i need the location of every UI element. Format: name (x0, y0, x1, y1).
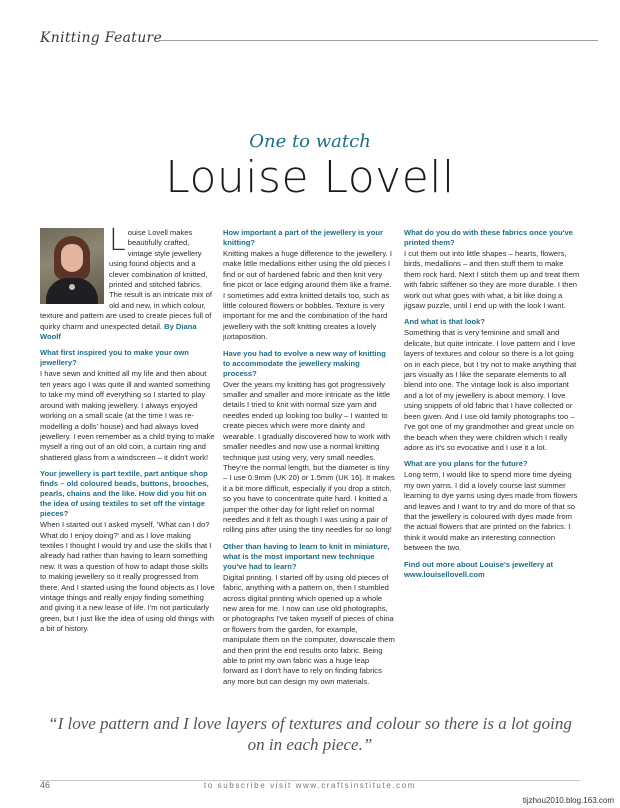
question-heading: What first inspired you to make your own jewellery? (40, 348, 189, 368)
portrait-photo (40, 228, 104, 304)
intro-text: ouise Lovell makes beautifully crafted, vintage style jewellery using found objects and a clever combination of knitted, printed and stitched fabrics. The result is an intricate mix of old and new, in which colour, texture and pattern are used to create pieces full of quirky charm and unexpected detail. (40, 228, 212, 331)
subscribe-line: to subscribe visit www.craftsinstitute.com (203, 781, 417, 790)
find-out-more (404, 560, 580, 580)
answer-paragraph: When I started out I asked myself, 'What can I do? What do I enjoy doing?' and as I love making textiles I thought I would try and use the skills that I already had rather than having to learn something new. It was a question of how to adapt those skills to making jewellery so it really progressed from there. And I started using the found objects as I love vintage things and really enjoy finding something and giving it a new lease of life. I'm not particularly green, but I just like the idea of using old things with a bit of history. (40, 520, 215, 634)
page-number: 46 (40, 780, 51, 790)
answer-paragraph: I have sewn and knitted all my life and then about ten years ago I was quite ill and wanted something to take my mind off everything so I started to play around with making jewellery. I always enjoyed working on a small scale (at the time I was re-modelling a dolls' house) and had always loved jewellery. I even remember as a child trying to make myself a ring out of an old coin, a curtain ring and shattered glass from a windscreen – it didn't work! (40, 369, 215, 462)
answer-paragraph: Long term, I would like to spend more time dyeing my own yarns. I did a lovely course last summer learning to dye yarns using dyes made from flowers and leaves and I want to try and do more of that so that the jewellery is coloured with dyes made from the actual flowers that are printed on the fabrics. I think it would make an interesting connection between the two. (404, 470, 578, 553)
blog-watermark: tijzhou2010.blog.163.com (522, 796, 614, 805)
column-3 (404, 228, 580, 581)
answer-paragraph: Digital printing. I started off by using old pieces of fabric, anything with a pattern on, then I stumbled across digital printing which opened up a whole new area for me. I now can use old photographs, or photographs I've taken myself of pieces of china or flowers from the garden, for example, manipulate them on the computer, downscale them and then print the end results onto fabric. Being able to print my own fabric was a huge leap forward as I don't have to rely on finding fabrics any more but can design my own materials. (223, 572, 395, 686)
column-2 (223, 228, 395, 693)
question-heading: Your jewellery is part textile, part antique shop finds – old coloured beads, buttons, brooches, pearls, chains and the like. How did you hit on the idea of using textiles to set off the vintage pieces? (40, 469, 209, 519)
intro-paragraph (40, 223, 215, 342)
header-rule (160, 40, 598, 41)
answer-paragraph: Over the years my knitting has got progressively smaller and smaller and more intricate as the little details I tried to knit with normal size yarn and needles ended up looking too bulky – I wanted to create pieces which were more dainty and wearable. I gradually discovered how to work with smaller needles and now use a normal knitting technique just using very, very small needles. They're the normal length, but the diameter is tiny – I use 0.9mm (UK 20) or 1.5mm (UK 16). It makes it a bit more difficult, especially if you drop a stitch, so you have to concentrate quite hard. I knitted a jumper the other day for light relief on normal needles and it felt as though I was using a pair of rolling pins after using the tiny needles for so long! (223, 379, 395, 535)
website-link[interactable]: www.louisellovell.com (404, 569, 485, 579)
question-heading: What do you do with these fabrics once you've printed them? (404, 228, 573, 247)
find-out-more-text: Find out more about Louise's jewellery at (404, 559, 554, 569)
article-kicker: One to watch (249, 131, 371, 152)
answer-paragraph: I cut them out into little shapes – hearts, flowers, birds, medallions – and then stuff them to make them rock hard. Next I stitch them up and treat them with fabric stiffener so they are more durable. I then work out what goes with what, a bit like doing a jigsaw puzzle, until I end up with the look I want. (404, 249, 580, 311)
section-label: Knitting Feature (40, 30, 163, 46)
question-heading: What are you plans for the future? (404, 459, 528, 469)
article-title: Louise Lovell (165, 152, 455, 203)
answer-paragraph: Knitting makes a huge difference to the jewellery. I make little medallions either using the old pieces I find or out of hardened fabric and then knit very fine picot or lace edging around them like a frame. I sometimes add extra knitted details too, such as little coloured flowers or bobbles. Texture is very important for me and the combination of the hard jewellery with the soft knitting creates a lovely juxtaposition. (223, 249, 392, 342)
byline: By Diana Woolf (40, 321, 197, 342)
answer-paragraph: Something that is very feminine and small and delicate, but quite intricate. I love pattern and I love layers of textures and colour so there is a lot going on in each piece, but I try not to make anything that jars visually as I like the separate elements to all blend into one. The vintage look is also important and a lot of my jewellery is about memory. I love using snippets of old fabric that I have collected or been given. And I use old family photographs too – I've got one of my grandmother and great uncle on the beach when they were children which I really adore as it's so evocative and I use it a lot. (404, 328, 577, 452)
question-heading: How important a part of the jewellery is your knitting? (223, 228, 383, 247)
drop-cap: L (109, 223, 126, 258)
question-heading: Other than having to learn to knit in miniature, what is the most important new technique you've had to learn? (223, 541, 390, 571)
column-1 (40, 223, 215, 641)
pull-quote: “I love pattern and I love layers of textures and colour so there is a lot going on in each piece.” (48, 714, 572, 754)
question-heading: Have you had to evolve a new way of knitting to accommodate the jewellery making process? (223, 348, 386, 378)
question-heading: And what is that look? (404, 317, 485, 327)
